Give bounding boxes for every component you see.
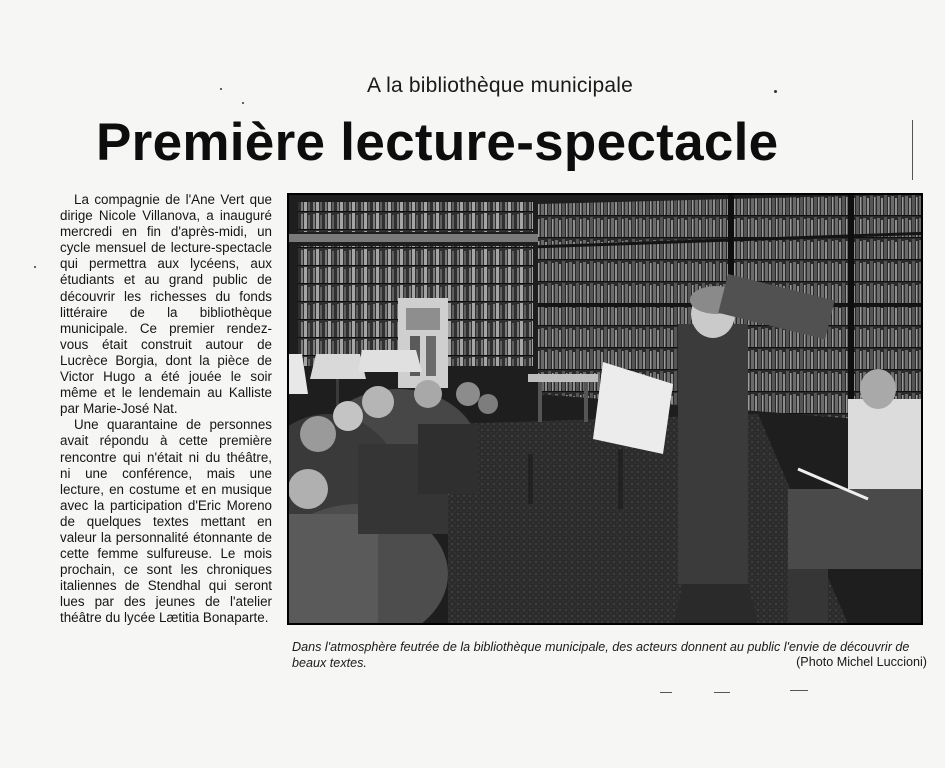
- article-paragraph-1: La compagnie de l'Ane Vert que dirige Nicole Villanova, a inauguré mercredi en fin d'après-midi, un cycle mensuel de lecture-spectacle qui permettra aux lycéens, aux étudiants et au grand public de découvrir les richesses du fonds littéraire de la bibliothèque municipale. Ce premier rendez-vous était construit autour de Lucrèce Borgia, dont la pièce de Victor Hugo a été jouée le soir même et le lendemain au Kalliste par Marie-José Nat.: [60, 192, 272, 417]
- article-headline: Première lecture-spectacle: [96, 113, 779, 172]
- scan-speck: [774, 90, 777, 93]
- scan-speck: [34, 266, 36, 268]
- scan-mark: [912, 120, 913, 180]
- article-body: [60, 192, 272, 627]
- article-photo: [287, 193, 923, 625]
- article-kicker: A la bibliothèque municipale: [367, 74, 633, 97]
- scan-speck: [220, 88, 222, 90]
- scan-mark: [714, 692, 730, 693]
- photo-caption: Dans l'atmosphère feutrée de la bibliothèque municipale, des acteurs donnent au public l'envie de découvrir de beaux textes.: [292, 640, 910, 670]
- photo-credit: (Photo Michel Luccioni): [796, 655, 927, 669]
- scan-mark: [790, 690, 808, 691]
- article-paragraph-2: Une quarantaine de personnes avait répondu à cette première rencontre qui n'était ni du théâtre, ni une conférence, mais une lecture, en costume et en musique avec la participation d'Eric Moreno de quelques textes mettant en valeur la personnalité étonnante de cette femme sulfureuse. Le mois prochain, ce sont les chroniques italiennes de Stendhal qui seront lues par des jeunes de l'atelier théâtre du lycée Lætitia Bonaparte.: [60, 417, 272, 626]
- scan-mark: [660, 692, 672, 693]
- scan-speck: [242, 102, 244, 104]
- library-reading-photo: [288, 194, 922, 624]
